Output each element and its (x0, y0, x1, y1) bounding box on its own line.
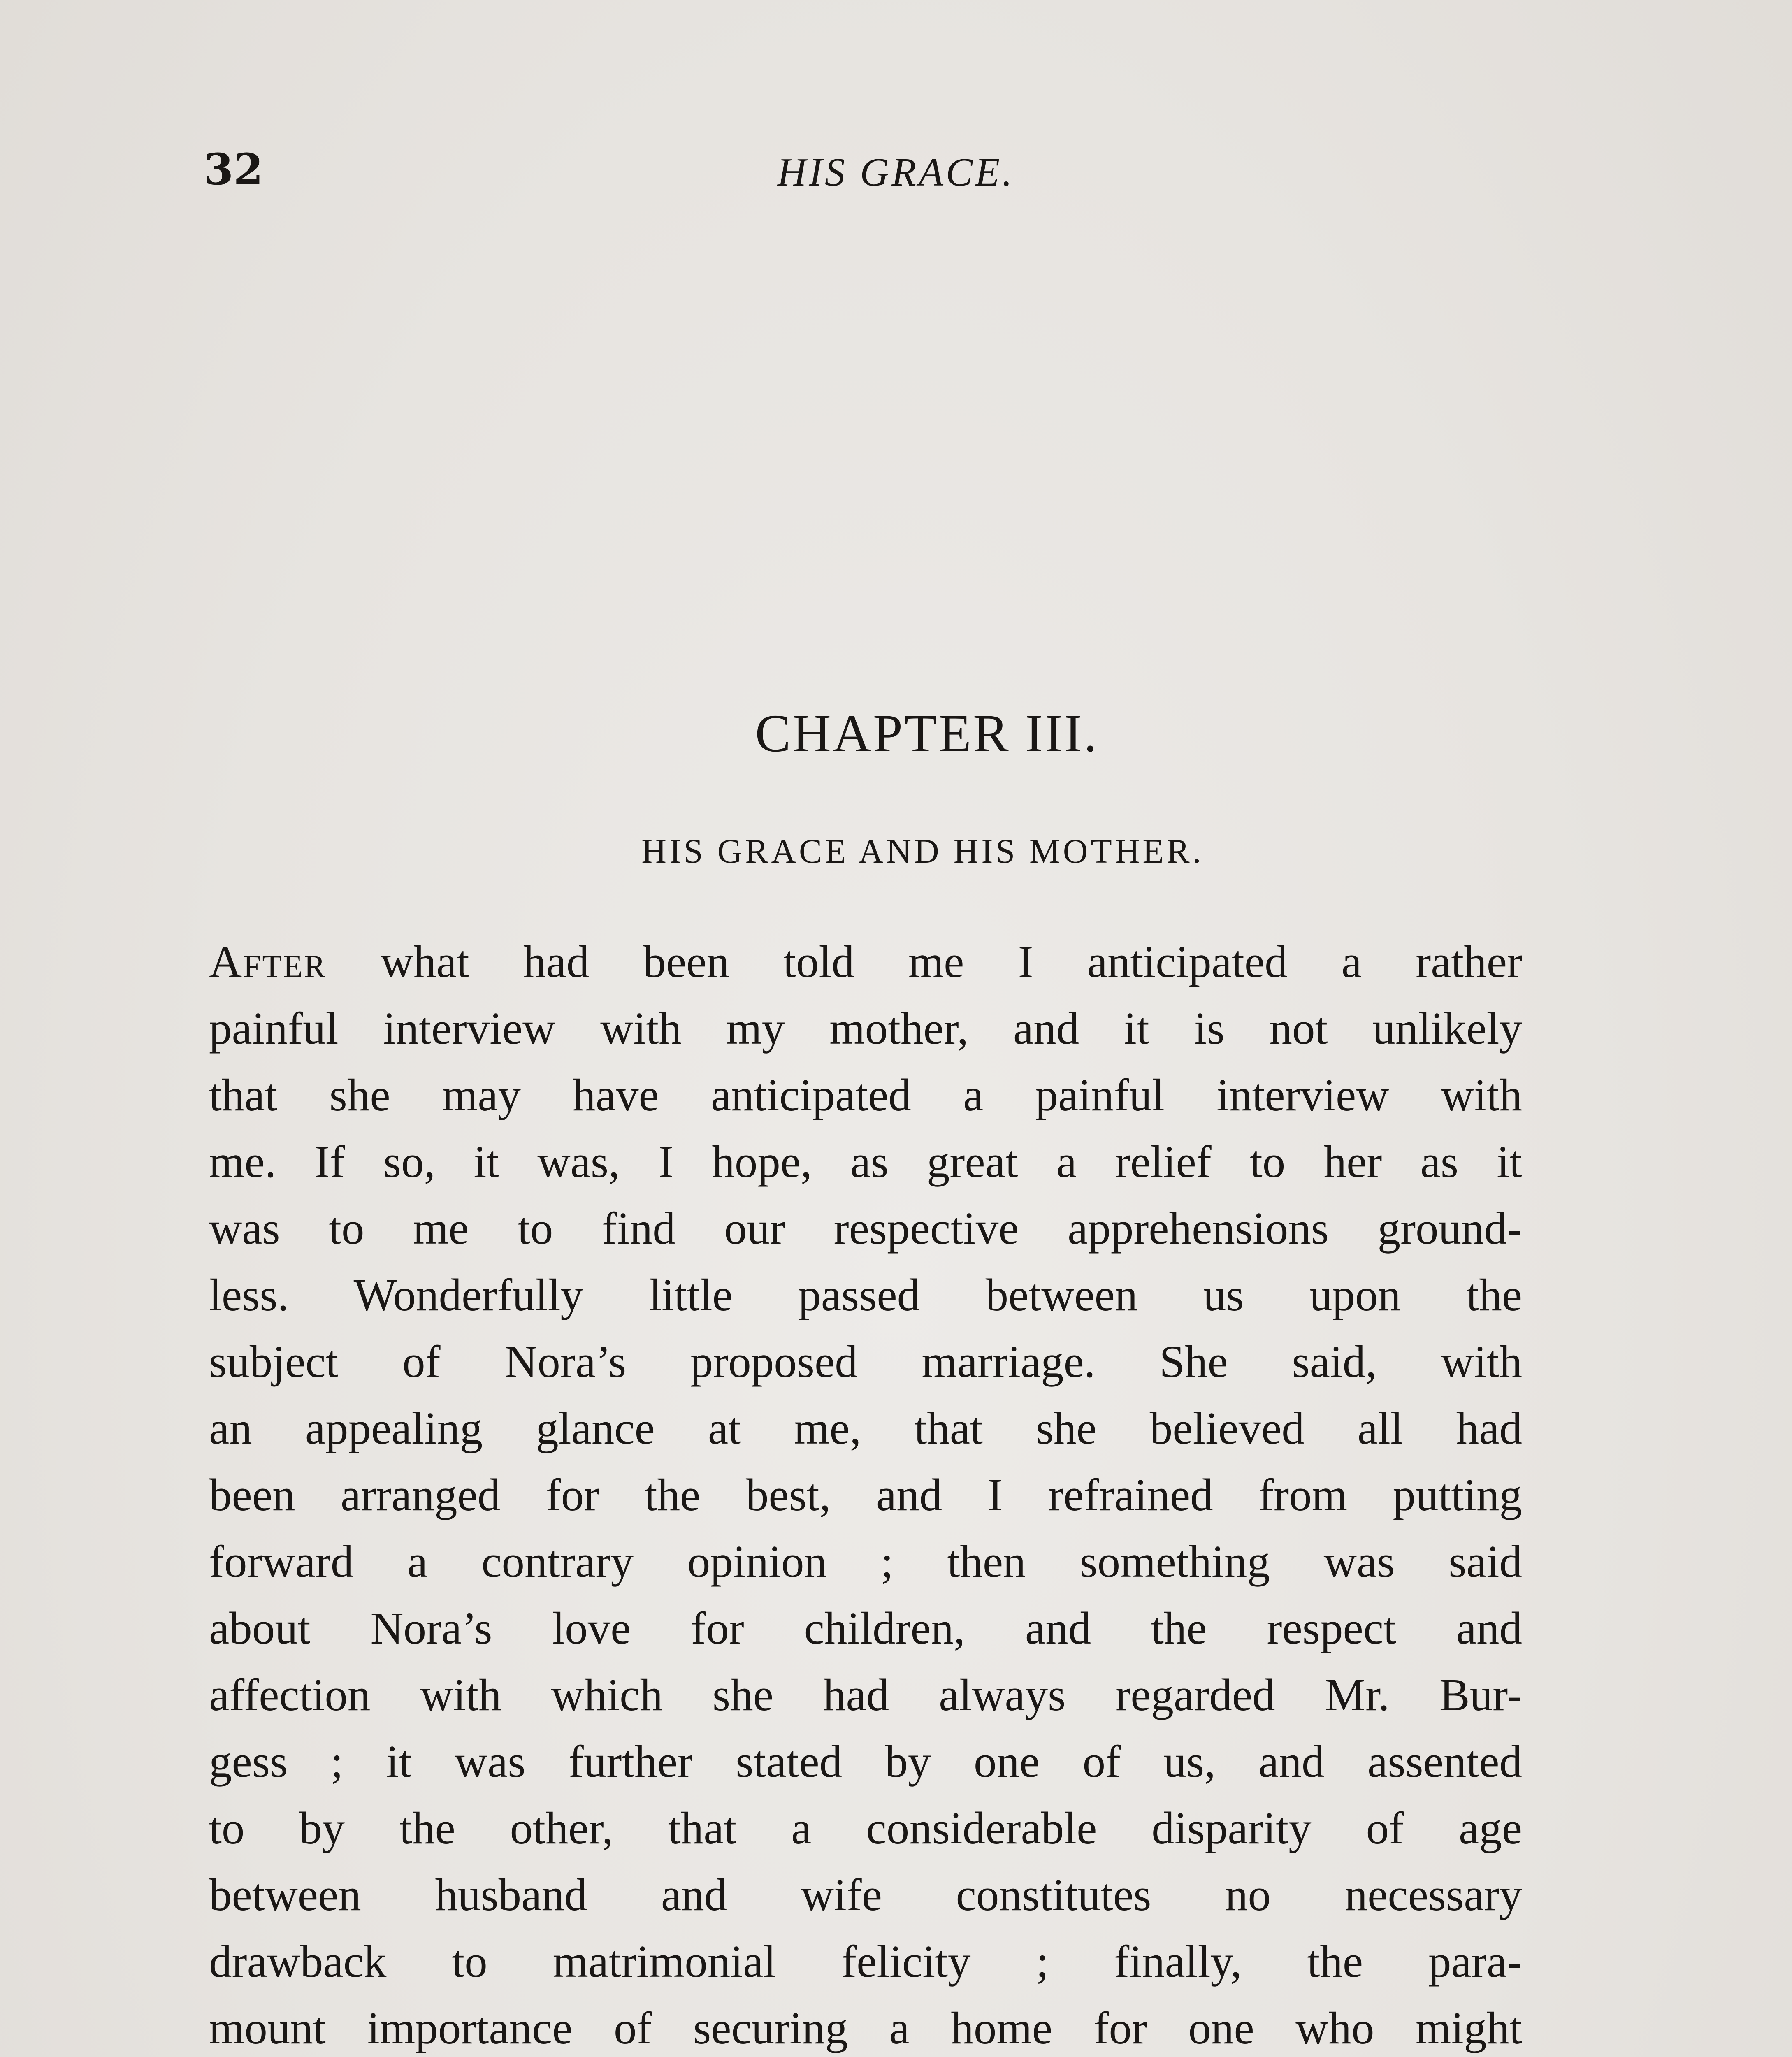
text-line: subject of Nora’s proposed marriage. She said, with (209, 1337, 1522, 1387)
text-line: gess ; it was further stated by one of us, and assented (209, 1737, 1522, 1787)
text-line (209, 929, 1522, 996)
text-line: painful interview with my mother, and it is not unlikely (209, 1003, 1522, 1054)
text-line: mount importance of securing a home for one who might (209, 2003, 1522, 2054)
text-line: an appealing glance at me, that she believed all had (209, 1403, 1522, 1454)
text-line: to by the other, that a considerable disparity of age (209, 1803, 1522, 1854)
text-line: about Nora’s love for children, and the respect and (209, 1603, 1522, 1654)
text-line-rest: what had been told me I anticipated a rather (326, 937, 1522, 987)
text-line: between husband and wife constitutes no necessary (209, 1870, 1522, 1920)
chapter-subtitle: HIS GRACE AND HIS MOTHER. (641, 832, 1204, 871)
text-line: been arranged for the best, and I refrained from putting (209, 1470, 1522, 1521)
text-line: less. Wonderfully little passed between us upon the (209, 1270, 1522, 1321)
body-text (209, 929, 1522, 2057)
text-line: was to me to find our respective apprehensions ground- (209, 1203, 1522, 1254)
drop-word: After (209, 937, 327, 987)
text-line: drawback to matrimonial felicity ; finally, the para- (209, 1936, 1522, 1987)
text-line: forward a contrary opinion ; then something was said (209, 1537, 1522, 1587)
running-title: HIS GRACE. (777, 150, 1015, 195)
page-number: 32 (204, 144, 263, 195)
text-line: that she may have anticipated a painful interview with (209, 1070, 1522, 1121)
text-line: affection with which she had always regarded Mr. Bur- (209, 1670, 1522, 1720)
chapter-title: CHAPTER III. (755, 704, 1099, 763)
text-line: me. If so, it was, I hope, as great a relief to her as it (209, 1137, 1522, 1187)
